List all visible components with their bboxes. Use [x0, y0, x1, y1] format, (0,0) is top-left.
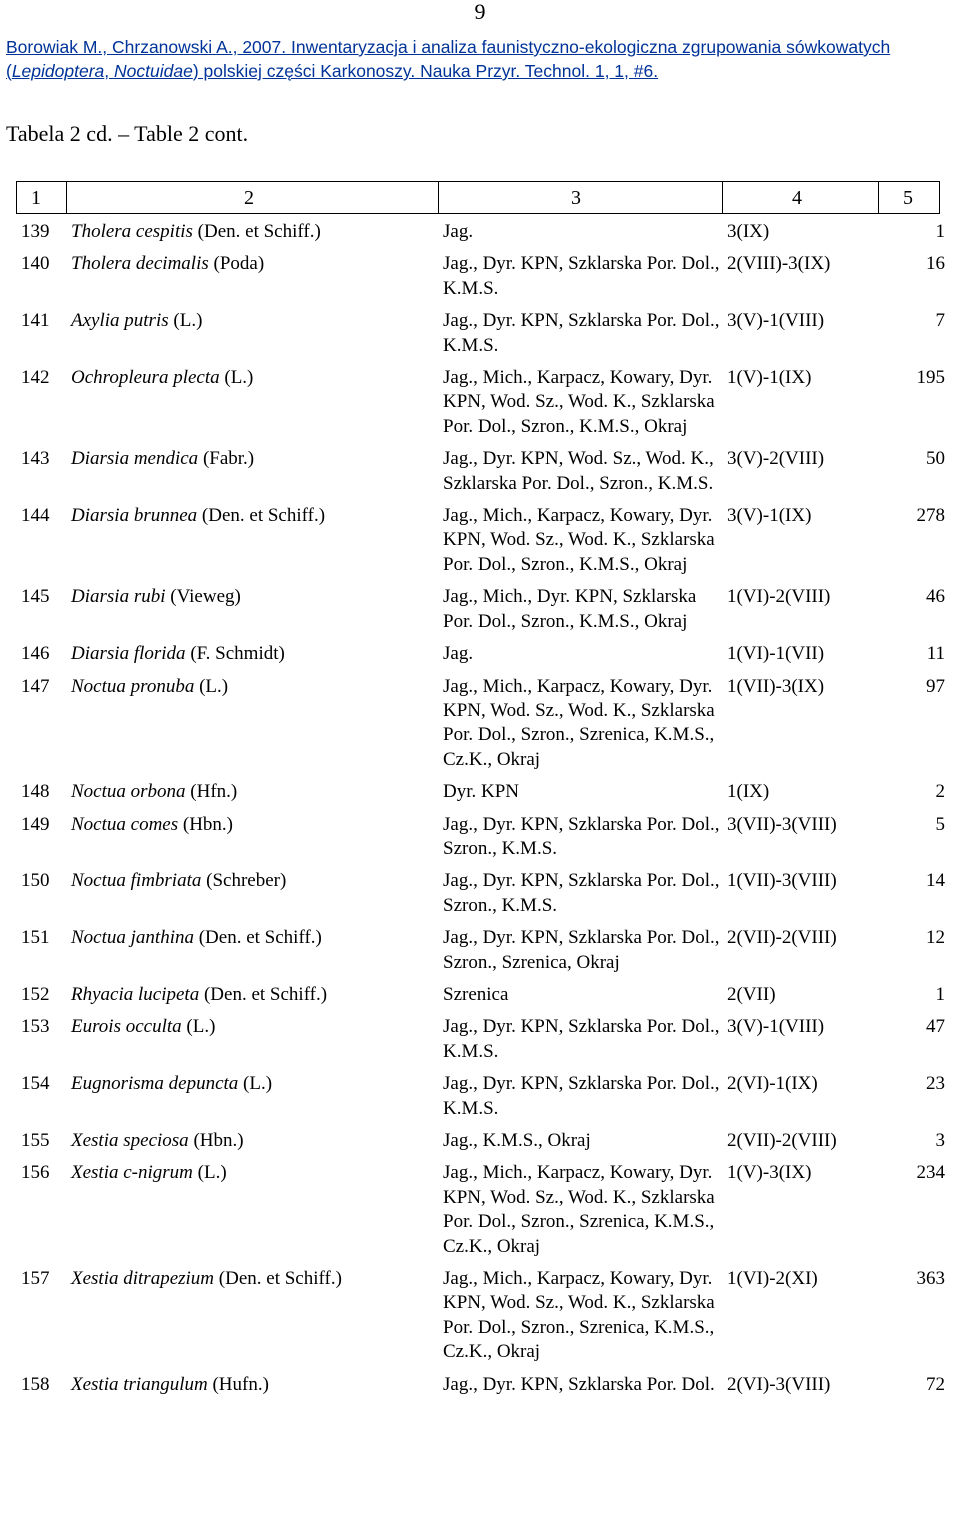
- species-author: (Hfn.): [185, 781, 238, 803]
- species-author: (Hbn.): [178, 813, 234, 835]
- count-cell: 16: [926, 253, 945, 275]
- localities-cell: Jag., Dyr. KPN, Szklarska Por. Dol., Szron., K.M.S.: [443, 870, 720, 916]
- row-number: 149: [21, 813, 50, 835]
- citation-link-2[interactable]: [6, 61, 658, 81]
- row-number: 141: [21, 310, 50, 332]
- localities-cell: Jag., Mich., Karpacz, Kowary, Dyr. KPN, Wod. Sz., Wod. K., Szklarska Por. Dol., Szron., K.M.S., Okraj: [443, 505, 715, 575]
- species-table: [16, 220, 960, 1405]
- species-author: (L.): [168, 310, 203, 332]
- header-border-left: [16, 181, 17, 213]
- column-header-5: 5: [903, 187, 913, 209]
- species-cell: [71, 926, 443, 983]
- species-name: Noctua orbona: [71, 781, 186, 803]
- table-row: [16, 309, 960, 366]
- period-cell: 3(IX): [727, 221, 770, 242]
- species-name: Eurois occulta: [71, 1016, 182, 1038]
- row-number: 156: [21, 1162, 50, 1184]
- family-name: Noctuidae: [114, 61, 193, 81]
- species-name: Axylia putris: [71, 310, 169, 332]
- period-cell: 1(VII)-3(VIII): [727, 870, 837, 892]
- table-row: [16, 252, 960, 309]
- table-header-rule: [16, 213, 940, 214]
- species-name: Diarsia brunnea: [71, 505, 198, 527]
- table-row: [16, 1373, 960, 1405]
- period-cell: 2(VI)-1(IX): [727, 1073, 818, 1095]
- species-name: Tholera decimalis: [71, 253, 209, 275]
- period-cell: 1(VI)-1(VII): [727, 643, 825, 665]
- count-cell: 5: [935, 813, 945, 835]
- localities-cell: Jag.: [443, 221, 474, 242]
- count-cell: 195: [916, 367, 945, 389]
- species-name: Xestia ditrapezium: [71, 1268, 215, 1290]
- count-cell: 363: [916, 1268, 945, 1290]
- period-cell: 3(V)-1(IX): [727, 505, 812, 527]
- table-row: [16, 585, 960, 642]
- column-header-2: 2: [244, 187, 254, 209]
- header-border-right: [939, 181, 940, 213]
- count-cell: 12: [926, 927, 945, 949]
- row-number: 151: [21, 927, 50, 949]
- localities-cell: Jag., Mich., Karpacz, Kowary, Dyr. KPN, Wod. Sz., Wod. K., Szklarska Por. Dol., Szron., Szrenica, K.M.S., Cz.K., Okraj: [443, 1268, 715, 1363]
- column-header-4: 4: [792, 187, 802, 209]
- localities-cell: Jag., Mich., Karpacz, Kowary, Dyr. KPN, Wod. Sz., Wod. K., Szklarska Por. Dol., Szron., Szrenica, K.M.S., Cz.K., Okraj: [443, 675, 715, 770]
- species-cell: [71, 1373, 443, 1405]
- localities-cell: Jag., Dyr. KPN, Wod. Sz., Wod. K., Szklarska Por. Dol., Szron., K.M.S.: [443, 448, 714, 494]
- citation-header: [6, 35, 956, 83]
- period-cell: 2(VII): [727, 983, 776, 1005]
- table-row: [16, 1267, 960, 1373]
- count-cell: 7: [935, 310, 945, 332]
- citation-rest: ) polskiej części Karkonoszy. Nauka Przyr. Technol. 1, 1, #6.: [192, 61, 659, 81]
- period-cell: 3(V)-1(VIII): [727, 1016, 825, 1038]
- species-name: Xestia triangulum: [71, 1373, 208, 1395]
- localities-cell: Jag., Mich., Karpacz, Kowary, Dyr. KPN, Wod. Sz., Wod. K., Szklarska Por. Dol., Szron., K.M.S., Okraj: [443, 367, 715, 437]
- row-number: 145: [21, 586, 50, 608]
- localities-cell: Jag., K.M.S., Okraj: [443, 1130, 591, 1151]
- table-row: [16, 1129, 960, 1161]
- species-cell: [71, 252, 443, 309]
- species-author: (Den. et Schiff.): [197, 505, 326, 527]
- localities-cell: Jag., Dyr. KPN, Szklarska Por. Dol., Szron., K.M.S.: [443, 813, 720, 859]
- table-row: [16, 869, 960, 926]
- localities-cell: Jag., Dyr. KPN, Szklarska Por. Dol., K.M.S.: [443, 1016, 720, 1062]
- species-author: (L.): [194, 675, 229, 697]
- table-row: [16, 366, 960, 447]
- species-cell: [71, 220, 443, 252]
- row-number: 144: [21, 505, 50, 527]
- localities-cell: Jag., Dyr. KPN, Szklarska Por. Dol., K.M.S.: [443, 1073, 720, 1119]
- table-caption: Tabela 2 cd. – Table 2 cont.: [6, 121, 249, 146]
- count-cell: 11: [926, 643, 945, 665]
- count-cell: 3: [935, 1130, 945, 1151]
- header-border-1: [66, 181, 67, 213]
- species-author: (Den. et Schiff.): [199, 983, 328, 1005]
- citation-link-1[interactable]: Borowiak M., Chrzanowski A., 2007. Inwentaryzacja i analiza faunistyczno-ekologiczna zgrupowania sówkowatych: [6, 37, 891, 57]
- species-name: Diarsia florida: [71, 643, 186, 665]
- period-cell: 1(V)-3(IX): [727, 1162, 812, 1184]
- header-border-3: [722, 181, 723, 213]
- species-cell: [71, 675, 443, 781]
- species-name: Eugnorisma depuncta: [71, 1073, 239, 1095]
- species-author: (Poda): [208, 253, 265, 275]
- row-number: 154: [21, 1073, 50, 1095]
- species-cell: [71, 869, 443, 926]
- localities-cell: Jag., Mich., Karpacz, Kowary, Dyr. KPN, Wod. Sz., Wod. K., Szklarska Por. Dol., Szron., Szrenica, K.M.S., Cz.K., Okraj: [443, 1162, 715, 1257]
- species-author: (L.): [181, 1016, 216, 1038]
- localities-cell: Szrenica: [443, 983, 509, 1005]
- row-number: 157: [21, 1268, 50, 1290]
- localities-cell: Jag., Dyr. KPN, Szklarska Por. Dol., K.M.S.: [443, 310, 720, 356]
- table-row: [16, 675, 960, 781]
- species-cell: [71, 1267, 443, 1373]
- table-row: [16, 926, 960, 983]
- species-author: (Den. et Schiff.): [193, 927, 322, 949]
- species-cell: [71, 983, 443, 1015]
- header-border-2: [438, 181, 439, 213]
- table-row: [16, 983, 960, 1015]
- table-top-rule: [16, 181, 940, 182]
- count-cell: 14: [926, 870, 945, 892]
- period-cell: 2(VII)-2(VIII): [727, 927, 837, 949]
- species-author: (L.): [219, 367, 254, 389]
- count-cell: 97: [926, 675, 945, 697]
- species-name: Diarsia rubi: [71, 586, 166, 608]
- row-number: 155: [21, 1130, 50, 1151]
- species-author: (Schreber): [201, 870, 287, 892]
- species-author: (Vieweg): [165, 586, 241, 608]
- species-name: Noctua janthina: [71, 927, 194, 949]
- order-name: Lepidoptera: [11, 61, 105, 81]
- species-cell: [71, 309, 443, 366]
- localities-cell: Jag., Dyr. KPN, Szklarska Por. Dol., Szron., Szrenica, Okraj: [443, 927, 720, 973]
- period-cell: 3(VII)-3(VIII): [727, 813, 837, 835]
- citation-line-2[interactable]: [6, 59, 956, 83]
- page-number: 9: [474, 0, 486, 24]
- row-number: 153: [21, 1016, 50, 1038]
- species-cell: [71, 447, 443, 504]
- localities-cell: Dyr. KPN: [443, 781, 520, 803]
- table-row: [16, 813, 960, 870]
- column-header-1: 1: [31, 187, 41, 209]
- species-author: (L.): [192, 1162, 227, 1184]
- row-number: 150: [21, 870, 50, 892]
- species-cell: [71, 642, 443, 674]
- header-border-4: [878, 181, 879, 213]
- count-cell: 278: [916, 505, 945, 527]
- row-number: 146: [21, 643, 50, 665]
- row-number: 148: [21, 781, 50, 803]
- paren-open: (: [6, 61, 12, 81]
- table-row: [16, 1072, 960, 1129]
- citation-line-1[interactable]: [6, 35, 956, 59]
- species-name: Noctua pronuba: [71, 675, 195, 697]
- species-name: Rhyacia lucipeta: [71, 983, 200, 1005]
- species-author: (Hbn.): [188, 1130, 244, 1151]
- table-row: [16, 1161, 960, 1267]
- row-number: 158: [21, 1373, 50, 1395]
- row-number: 143: [21, 448, 50, 470]
- species-cell: [71, 1015, 443, 1072]
- count-cell: 234: [916, 1162, 945, 1184]
- column-header-3: 3: [571, 187, 581, 209]
- row-number: 140: [21, 253, 50, 275]
- localities-cell: Jag., Dyr. KPN, Szklarska Por. Dol., K.M.S.: [443, 253, 720, 299]
- table-row: [16, 447, 960, 504]
- period-cell: 1(VII)-3(IX): [727, 675, 825, 697]
- period-cell: 1(VI)-2(VIII): [727, 586, 831, 608]
- row-number: 152: [21, 983, 50, 1005]
- table-row: [16, 220, 960, 252]
- row-number: 147: [21, 675, 50, 697]
- species-name: Ochropleura plecta: [71, 367, 220, 389]
- row-number: 139: [21, 221, 50, 242]
- period-cell: 1(VI)-2(XI): [727, 1268, 818, 1290]
- count-cell: 46: [926, 586, 945, 608]
- period-cell: 3(V)-2(VIII): [727, 448, 825, 470]
- period-cell: 3(V)-1(VIII): [727, 310, 825, 332]
- count-cell: 72: [926, 1373, 945, 1395]
- period-cell: 2(VIII)-3(IX): [727, 253, 831, 275]
- period-cell: 1(V)-1(IX): [727, 367, 812, 389]
- species-name: Noctua fimbriata: [71, 870, 202, 892]
- species-name: Xestia c-nigrum: [71, 1162, 193, 1184]
- count-cell: 1: [935, 221, 945, 242]
- species-cell: [71, 1129, 443, 1161]
- localities-cell: Jag., Mich., Dyr. KPN, Szklarska Por. Dol., Szron., K.M.S., Okraj: [443, 586, 697, 632]
- localities-cell: Jag., Dyr. KPN, Szklarska Por. Dol.: [443, 1373, 715, 1395]
- period-cell: 1(IX): [727, 781, 770, 803]
- species-author: (F. Schmidt): [185, 643, 285, 665]
- species-author: (Den. et Schiff.): [214, 1268, 342, 1290]
- period-cell: 2(VI)-3(VIII): [727, 1373, 831, 1395]
- species-cell: [71, 1161, 443, 1267]
- species-author: (L.): [238, 1073, 273, 1095]
- table-row: [16, 642, 960, 674]
- species-author: (Hufn.): [207, 1373, 269, 1395]
- table-row: [16, 1015, 960, 1072]
- table-row: [16, 504, 960, 585]
- species-name: Diarsia mendica: [71, 448, 199, 470]
- count-cell: 23: [926, 1073, 945, 1095]
- species-name: Xestia speciosa: [71, 1130, 189, 1151]
- species-cell: [71, 585, 443, 642]
- species-cell: [71, 366, 443, 447]
- count-cell: 47: [926, 1016, 945, 1038]
- species-name: Tholera cespitis: [71, 221, 193, 242]
- count-cell: 2: [935, 781, 945, 803]
- row-number: 142: [21, 367, 50, 389]
- species-author: (Den. et Schiff.): [192, 221, 321, 242]
- count-cell: 1: [935, 983, 945, 1005]
- separator: ,: [104, 61, 115, 81]
- species-name: Noctua comes: [71, 813, 179, 835]
- species-cell: [71, 780, 443, 812]
- count-cell: 50: [926, 448, 945, 470]
- localities-cell: Jag.: [443, 643, 474, 665]
- species-cell: [71, 504, 443, 585]
- period-cell: 2(VII)-2(VIII): [727, 1130, 837, 1151]
- species-author: (Fabr.): [198, 448, 255, 470]
- species-cell: [71, 1072, 443, 1129]
- table-row: [16, 780, 960, 812]
- species-cell: [71, 813, 443, 870]
